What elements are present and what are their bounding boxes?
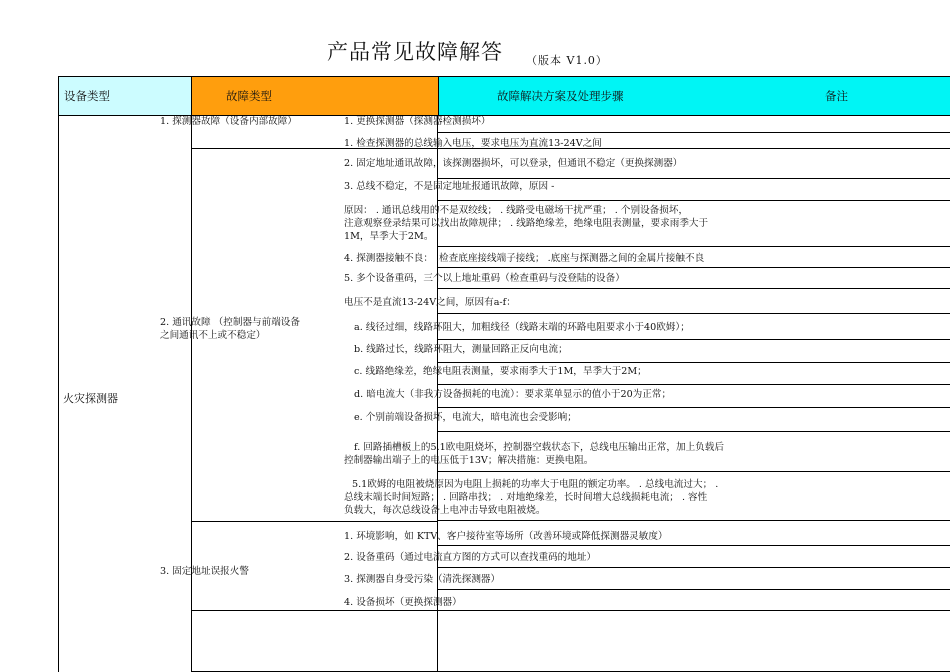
fault-type-1: 1. 探测器故障（设备内部故障） — [160, 116, 297, 127]
fault-type-2: 2. 通讯故障 （控制器与前端设备 — [160, 317, 300, 328]
header-remark-label: 备注 — [825, 89, 848, 103]
fault-type-2-cont: 之间通讯不上或不稳定） — [160, 330, 266, 341]
version-label: （版本 V1.0） — [526, 54, 608, 67]
header-device-type: 设备类型 — [58, 76, 192, 116]
category-cell: 火灾探测器 — [63, 392, 118, 405]
document-title: 产品常见故障解答 — [327, 40, 503, 64]
fault-type-3: 3. 固定地址误报火警 — [160, 566, 249, 577]
header-solution — [438, 76, 950, 116]
header-fault-type: 故障类型 — [192, 76, 438, 116]
header-solution-label: 故障解决方案及处理步骤 — [497, 89, 624, 103]
